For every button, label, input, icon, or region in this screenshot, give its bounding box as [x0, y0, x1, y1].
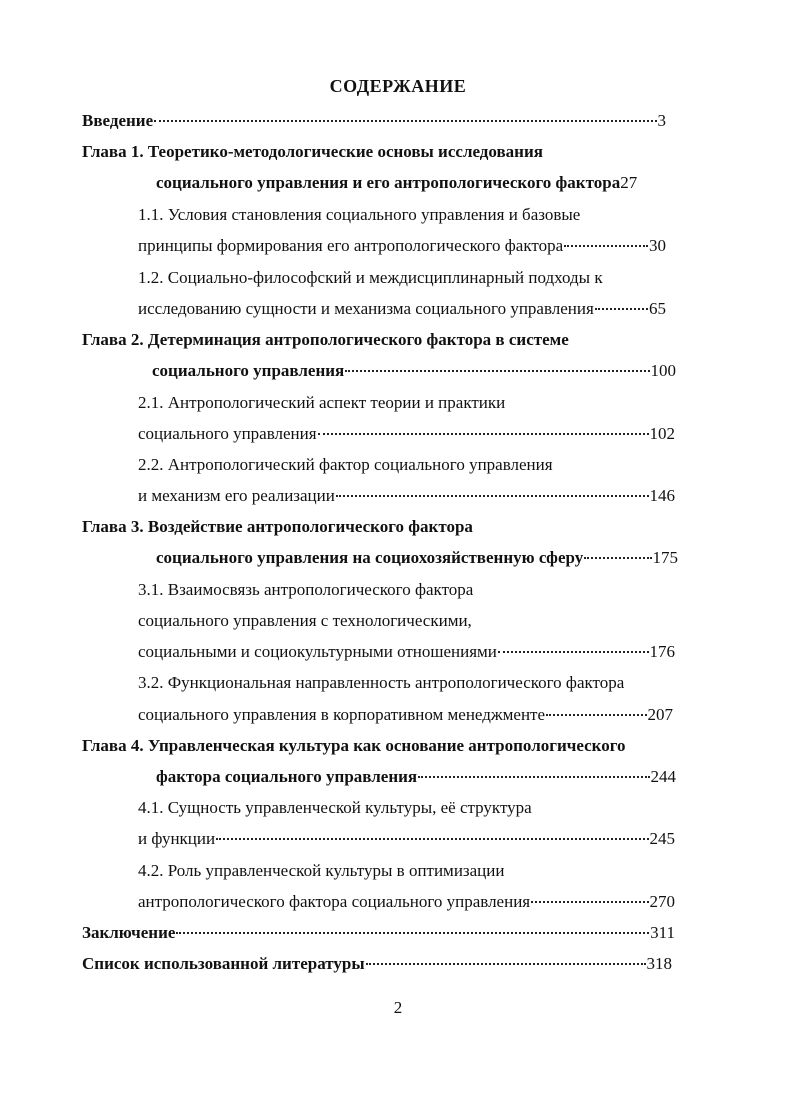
toc-page: 244: [650, 767, 676, 786]
toc-label: антропологического фактора социального управления: [138, 892, 531, 911]
toc-label: социального управления: [138, 424, 317, 443]
dot-leader: [345, 370, 649, 372]
toc-chapter4-line1: Глава 4. Управленческая культура как основание антропологического: [82, 736, 626, 755]
toc-section-3-2-line2: [138, 703, 673, 727]
toc-chapter3-line2: [156, 546, 678, 570]
toc-label: и функции: [138, 829, 216, 848]
dot-leader: [531, 901, 648, 903]
toc-section-3-2-line1: 3.2. Функциональная направленность антропологического фактора: [138, 673, 625, 692]
toc-entry-intro: [82, 109, 666, 133]
toc-label: социального управления в корпоративном менеджменте: [138, 705, 546, 724]
dot-leader: [584, 557, 651, 559]
toc-label: социального управления на социохозяйственную сферу: [156, 548, 584, 567]
toc-page: 176: [649, 642, 675, 661]
toc-label: Заключение: [82, 923, 176, 942]
toc-label: социального управления и его антропологического фактора: [156, 173, 621, 192]
toc-chapter2-line1: Глава 2. Детерминация антропологического фактора в системе: [82, 330, 569, 349]
dot-leader: [216, 838, 648, 840]
toc-label: принципы формирования его антропологического фактора: [138, 236, 564, 255]
dot-leader: [366, 963, 646, 965]
dot-leader: [595, 308, 648, 310]
toc-section-3-1-line2: социального управления с технологическими,: [138, 611, 472, 630]
toc-page: 318: [646, 954, 672, 973]
toc-page: 270: [649, 892, 675, 911]
toc-label: и механизм его реализации: [138, 486, 335, 505]
toc-page: 245: [649, 829, 675, 848]
toc-label: фактора социального управления: [156, 767, 418, 786]
dot-leader: [336, 495, 649, 497]
toc-page: 175: [652, 548, 678, 567]
toc-label: исследованию сущности и механизма социального управления: [138, 299, 594, 318]
toc-section-1-2-line2: [138, 297, 666, 321]
toc-chapter3-line1: Глава 3. Воздействие антропологического фактора: [82, 517, 473, 536]
toc-page: 146: [649, 486, 675, 505]
toc-section-4-1-line1: 4.1. Сущность управленческой культуры, её структура: [138, 798, 532, 817]
toc-section-4-2-line1: 4.2. Роль управленческой культуры в оптимизации: [138, 861, 505, 880]
dot-leader: [154, 120, 656, 122]
toc-entry-references: [82, 952, 672, 976]
dot-leader: [498, 651, 649, 653]
dot-leader: [546, 714, 646, 716]
toc-page: 207: [647, 705, 673, 724]
toc-page: 102: [649, 424, 675, 443]
toc-chapter1-line1: Глава 1. Теоретико-методологические основы исследования: [82, 142, 543, 161]
toc-entry-conclusion: [82, 921, 675, 945]
toc-page: 65: [649, 299, 666, 318]
toc-section-2-1-line1: 2.1. Антропологический аспект теории и практики: [138, 393, 506, 412]
dot-leader: [176, 932, 649, 934]
page-number: 2: [393, 998, 403, 1017]
toc-section-1-1-line2: [138, 234, 666, 258]
toc-section-4-1-line2: [138, 827, 675, 851]
toc-label: Список использованной литературы: [82, 954, 365, 973]
toc-page: 100: [650, 361, 676, 380]
toc-section-2-1-line2: [138, 422, 675, 446]
toc-label: социальными и социокультурными отношениями: [138, 642, 497, 661]
toc-section-3-1-line3: [138, 640, 675, 664]
toc-chapter4-line2: [156, 765, 676, 789]
toc-section-2-2-line2: [138, 484, 675, 508]
page-title: СОДЕРЖАНИЕ: [329, 76, 467, 96]
dot-leader: [564, 245, 648, 247]
toc-page: 27: [620, 173, 638, 192]
toc-section-3-1-line1: 3.1. Взаимосвязь антропологического фактора: [138, 580, 474, 599]
toc-section-4-2-line2: [138, 890, 675, 914]
toc-chapter2-line2: [152, 359, 676, 383]
toc-label: социального управления: [152, 361, 345, 380]
toc-section-2-2-line1: 2.2. Антропологический фактор социального управления: [138, 455, 553, 474]
toc-page: 3: [657, 111, 666, 130]
toc-section-1-2-line1: 1.2. Социально-философский и междисциплинарный подходы к: [138, 268, 603, 287]
toc-label: Введение: [82, 111, 154, 130]
toc-chapter1-line2: [156, 171, 666, 195]
toc-page: 311: [650, 923, 675, 942]
toc-page: 30: [649, 236, 666, 255]
dot-leader: [318, 433, 649, 435]
toc-section-1-1-line1: 1.1. Условия становления социального управления и базовые: [138, 205, 581, 224]
dot-leader: [418, 776, 649, 778]
